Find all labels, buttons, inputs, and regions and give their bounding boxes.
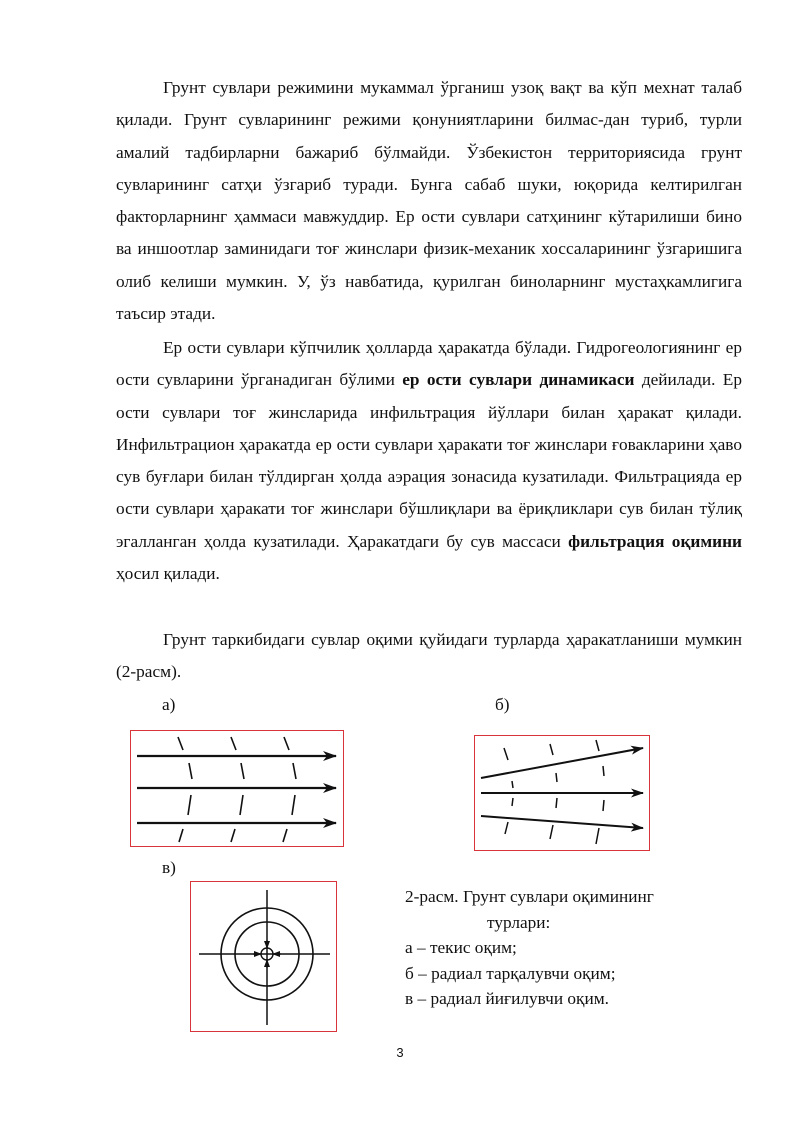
figure-a-drawing bbox=[131, 731, 345, 848]
paragraph-3 bbox=[116, 624, 742, 689]
paragraph-1-text: Грунт сувлари режимини мукаммал ўрганиш узоқ вақт ва кўп мехнат талаб қилади. Грунт сувларининг режими қонуниятларини билмас-дан туриб, турли амалий тадбирларни бажариб бўлмайди. Ўзбекистон территориясида грунт сувларининг сатҳи ўзгариб туради. Бунга сабаб шуки, юқорида келтирилган факторларнинг ҳаммаси мавжуддир. Ер ости сувлари сатҳининг кўтарилиши бино ва иншоотлар заминидаги тоғ жинслари физик-механик хоссаларининг ўзгаришига олиб келиши мумкин. У, ўз навбатида, қурилган биноларнинг мустаҳкамлигига таъсир этади. bbox=[116, 78, 742, 324]
term-filtration-flow: фильтрация оқимини bbox=[568, 531, 742, 551]
figure-caption bbox=[405, 884, 745, 1012]
caption-title-line-2: турлари: bbox=[487, 912, 551, 932]
caption-item-v: в – радиал йиғилувчи оқим. bbox=[405, 989, 609, 1008]
figure-b-drawing bbox=[475, 736, 651, 852]
paragraph-2 bbox=[116, 332, 742, 590]
figure-label-v: в) bbox=[162, 858, 176, 877]
equipotential-lines bbox=[178, 737, 296, 842]
flow-line-lower bbox=[481, 816, 643, 828]
figure-label-b: б) bbox=[495, 695, 510, 714]
figure-label-a: а) bbox=[162, 695, 176, 714]
figure-v-radial-converging-flow bbox=[190, 881, 337, 1032]
term-groundwater-dynamics: ер ости сувлари динамикаси bbox=[402, 370, 635, 390]
figure-v-drawing bbox=[191, 882, 338, 1033]
paragraph-1 bbox=[116, 72, 742, 330]
caption-item-b: б – радиал тарқалувчи оқим; bbox=[405, 963, 616, 983]
paragraph-3-text: Грунт таркибидаги сувлар оқими қуйидаги турларда ҳаракатланиши мумкин (2-расм). bbox=[116, 630, 742, 682]
paragraph-2-text-b: дейилади. Ер ости сувлари тоғ жинсларида инфильтрация йўллари билан ҳаракат қилади. Инфильтрацион ҳаракатда ер ости сувлари ҳаракати тоғ жинслари ғовакларини ҳаво сув буғлари билан тўлдирган ҳолда аэрация зонасида кузатилади. Фильтрацияда ер ости сувлари ҳаракати тоғ жинслари бўшлиқлари ва ёриқликлари сув билан тўлиқ эгалланган ҳолда кузатилади. Ҳаракатдаги бу сув массаси bbox=[116, 370, 743, 551]
caption-item-a: а – текис оқим; bbox=[405, 938, 517, 957]
figure-b-radial-diverging-flow bbox=[474, 735, 650, 851]
caption-title-line-1: 2-расм. Грунт сувлари оқимининг bbox=[405, 887, 654, 906]
paragraph-2-text-c: ҳосил қилади. bbox=[116, 564, 220, 584]
paragraph-2-text-a: Ер ости сувлари кўпчилик ҳолларда ҳаракатда бўлади. Гидрогеологиянинг ер ости сувларини ўрганадиган бўлими bbox=[116, 338, 742, 390]
page-number: 3 bbox=[396, 1045, 404, 1060]
figure-a-parallel-flow bbox=[130, 730, 344, 847]
